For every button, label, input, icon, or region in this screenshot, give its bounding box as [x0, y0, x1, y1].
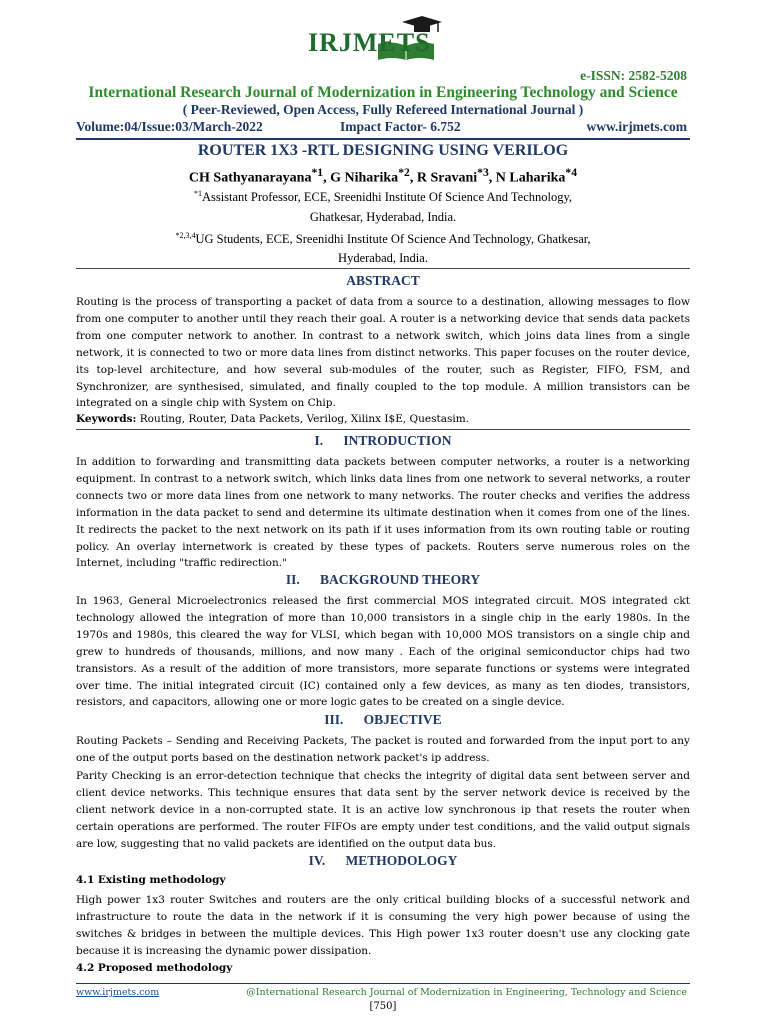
proposed-methodology-heading: 4.2 Proposed methodology	[76, 962, 233, 974]
affiliation-2-line-2: Hyderabad, India.	[338, 251, 428, 265]
background-text: In 1963, General Microelectronics released the first commercial MOS integrated circuit. MOS integrated ckt technology allowed the integration of more than 10,000 transistors in a single chip in the early 1980s. In the 1970s and 1980s, this cleared the way for VLSI, which began with 10,000 MOS transistors on a single chip and grew to hundreds of thousands, millions, and now many . Each of the original semiconductor chips had two transistors. As a result of the addition of more transistors, more separate functions or systems were integrated over time. The initial integrated circuit (IC) contained only a few devices, as many as ten diodes, transistors, resistors, and capacitors, allowing one or more logic gates to be created on a single device.	[76, 595, 690, 709]
existing-methodology-heading: 4.1 Existing methodology	[76, 874, 226, 886]
peer-review-note: ( Peer-Reviewed, Open Access, Fully Refereed International Journal )	[182, 102, 584, 117]
author-list: CH Sathyanarayana$^{*1}$, G Niharika$^{*2}$, R Sravani$^{*3}$, N Laharika$^{*4}$	[188, 166, 578, 186]
affiliation-2-text: UG Students, ECE, Sreenidhi Institute Of Science And Technology, Ghatkesar,	[195, 232, 591, 247]
abstract-text: Routing is the process of transporting a packet of data from a source to a destination, allowing messages to flow from one computer to another until they reach their goal. A router is a networking device that sends data packets from one computer network to another. In contrast to a network switch, which joins data lines from a single network, it is connected to two or more data lines from distinct networks. This paper focuses on the router device, its top-level architecture, and how several sub-modules of the router, such as Register, FIFO, FSM, and Synchronizer, are synthesised, simulated, and finally coupled to the top module. A million transistors can be integrated on a single chip with System on Chip.	[76, 296, 690, 410]
eissn-label: e-ISSN: 2582-5208	[580, 68, 687, 83]
volume-issue: Volume:04/Issue:03/March-2022	[76, 119, 263, 134]
paper-title: ROUTER 1X3 -RTL DESIGNING USING VERILOG	[197, 142, 569, 159]
header-divider	[76, 138, 690, 140]
website-link[interactable]: www.irjmets.com	[586, 119, 687, 134]
introduction-text: In addition to forwarding and transmitting data packets between computer networks, a router is a networking equipment. In contrast to a network switch, which links data lines from one network to several networks, a router connects two or more data lines from one network to many networks. The router checks and verifies the address information in the data packet to send and determine its ultimate destination when it comes from one of the lines. It redirects the packet to the next network on its path if it uses information from its own routing table or routing policy. An overlay internetwork is created by these types of packets. Routers serve numerous roles on the Internet, including "traffic redirection."	[76, 456, 690, 570]
section-objective-heading: III. OBJECTIVE	[324, 712, 442, 727]
author-divider	[76, 268, 690, 269]
footer-copyright: @International Research Journal of Modernization in Engineering, Technology and Science	[246, 987, 687, 998]
logo-text: IRJMETS	[308, 28, 431, 57]
affiliation-1-line-2: Ghatkesar, Hyderabad, India.	[309, 210, 457, 224]
affiliation-1-line-1: $^{*1}$Assistant Professor, ECE, Sreenidhi Institute Of Science And Technology,	[193, 189, 573, 205]
journal-logo	[308, 14, 518, 64]
footer-website-link[interactable]: www.irjmets.com	[76, 987, 160, 998]
section-methodology-heading: IV. METHODOLOGY	[308, 853, 458, 868]
impact-factor: Impact Factor- 6.752	[340, 119, 461, 134]
affiliation-2-line-1: $^{*2,3,4}$UG Students, ECE, Sreenidhi Institute Of Science And Technology, Ghatkesar,	[175, 231, 591, 247]
objective-text-1: Routing Packets – Sending and Receiving Packets, The packet is routed and forwarded from the input port to any one of the output ports based on the destination network packet's ip address.	[76, 735, 690, 764]
footer-divider	[76, 983, 690, 984]
existing-methodology-text: High power 1x3 router Switches and routers are the only critical building blocks of a successful network and infrastructure to route the data in the network if it is consuming the very high power because of using the switches & bridges in between the multiple devices. This High power 1x3 router doesn't use any clocking gate because it is increasing the dynamic power dissipation.	[76, 894, 690, 957]
volume-row	[76, 119, 690, 137]
abstract-heading: ABSTRACT	[346, 273, 420, 288]
affiliation-1-text: Assistant Professor, ECE, Sreenidhi Institute Of Science And Technology,	[201, 190, 573, 205]
section-background-heading: II. BACKGROUND THEORY	[285, 572, 481, 587]
keywords-line	[76, 411, 690, 428]
page-number: [750]	[369, 1001, 397, 1012]
objective-text-2: Parity Checking is an error-detection technique that checks the integrity of digital data sent between server and client device networks. This technique ensures that data sent by the server network device is received by the client network device in a non-corrupted state. It is an active low synchronous ip that resets the router when certain operations are performed. The router FIFOs are empty under test conditions, and the valid output signals are low, suggesting that no valid packets are identified on the output data bus.	[76, 770, 690, 850]
keywords-text: Routing, Router, Data Packets, Verilog, Xilinx I$E, Questasim.	[136, 413, 470, 425]
keywords-label: Keywords:	[76, 413, 137, 425]
section-introduction-heading: I. INTRODUCTION	[314, 433, 452, 448]
abstract-divider	[76, 429, 690, 430]
journal-name: International Research Journal of Modernization in Engineering Technology and Science	[88, 84, 678, 101]
